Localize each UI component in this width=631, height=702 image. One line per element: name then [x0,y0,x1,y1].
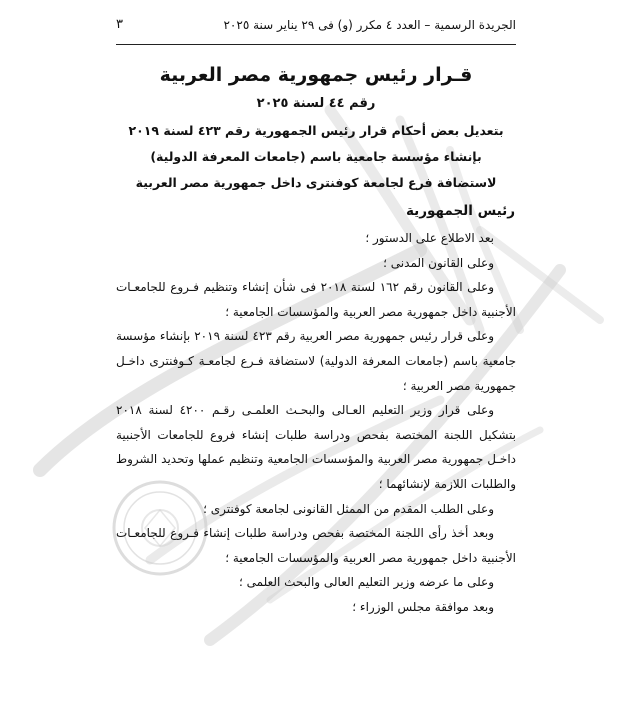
preamble [116,226,516,620]
preamble-paragraph: وعلى الطلب المقدم من الممثل القانونى لجامعة كوفنترى ؛ [203,501,494,516]
header-rule [116,44,516,45]
preamble-paragraph: وعلى قرار رئيس جمهورية مصر العربية رقم ٤٢٣ لسنة ٢٠١٩ بإنشاء مؤسسة جامعية باسم (جامعات المعرفة الدولية) لاستضافة فـرع لجامعـة كـوفنترى داخـل جمهورية مصر العربية ؛ [116,329,516,393]
decree-title: قـرار رئيس جمهورية مصر العربية [159,64,473,86]
preamble-paragraph: وعلى قرار وزير التعليم العـالى والبحـث العلمـى رقـم ٤٢٠٠ لسنة ٢٠١٨ بتشكيل اللجنة المختصة بفحص ودراسة طلبات إنشاء فروع للجامعات الأجنبية داخـل جمهورية مصر العربية والمؤسسات الجامعية وتنظيم عملها وتحديد الشروط والطلبات اللازمة لإنشائهما ؛ [116,403,516,491]
decree-subject-line: لاستضافة فرع لجامعة كوفنترى داخل جمهورية مصر العربية [135,175,497,190]
running-header [116,16,516,34]
preamble-paragraph: وعلى القانون رقم ١٦٢ لسنة ٢٠١٨ فى شأن إنشاء وتنظيم فـروع للجامعـات الأجنبية داخل جمهورية مصر العربية والمؤسسات الجامعية ؛ [116,280,516,319]
preamble-paragraph: وعلى ما عرضه وزير التعليم العالى والبحث العلمى ؛ [239,575,494,590]
page-number: ٣ [116,17,123,32]
preamble-paragraph: وعلى القانون المدنى ؛ [383,255,494,270]
decree-subject-line: بإنشاء مؤسسة جامعية باسم (جامعات المعرفة الدولية) [150,149,482,164]
preamble-paragraph: وبعد موافقة مجلس الوزراء ؛ [352,599,494,614]
preamble-paragraph: وبعد أخذ رأى اللجنة المختصة بفحص ودراسة طلبات إنشاء فـروع للجامعـات الأجنبية داخل جمهورية مصر العربية والمؤسسات الجامعية ؛ [116,526,516,565]
decree-subject-line: بتعديل بعض أحكام قرار رئيس الجمهورية رقم ٤٢٣ لسنة ٢٠١٩ [128,123,504,138]
running-title: الجريدة الرسمية – العدد ٤ مكرر (و) فى ٢٩ يناير سنة ٢٠٢٥ [223,18,516,32]
preamble-paragraph: بعد الاطلاع على الدستور ؛ [365,231,494,245]
decree-number: رقم ٤٤ لسنة ٢٠٢٥ [256,96,376,111]
issuer-heading: رئيس الجمهورية [405,203,515,219]
